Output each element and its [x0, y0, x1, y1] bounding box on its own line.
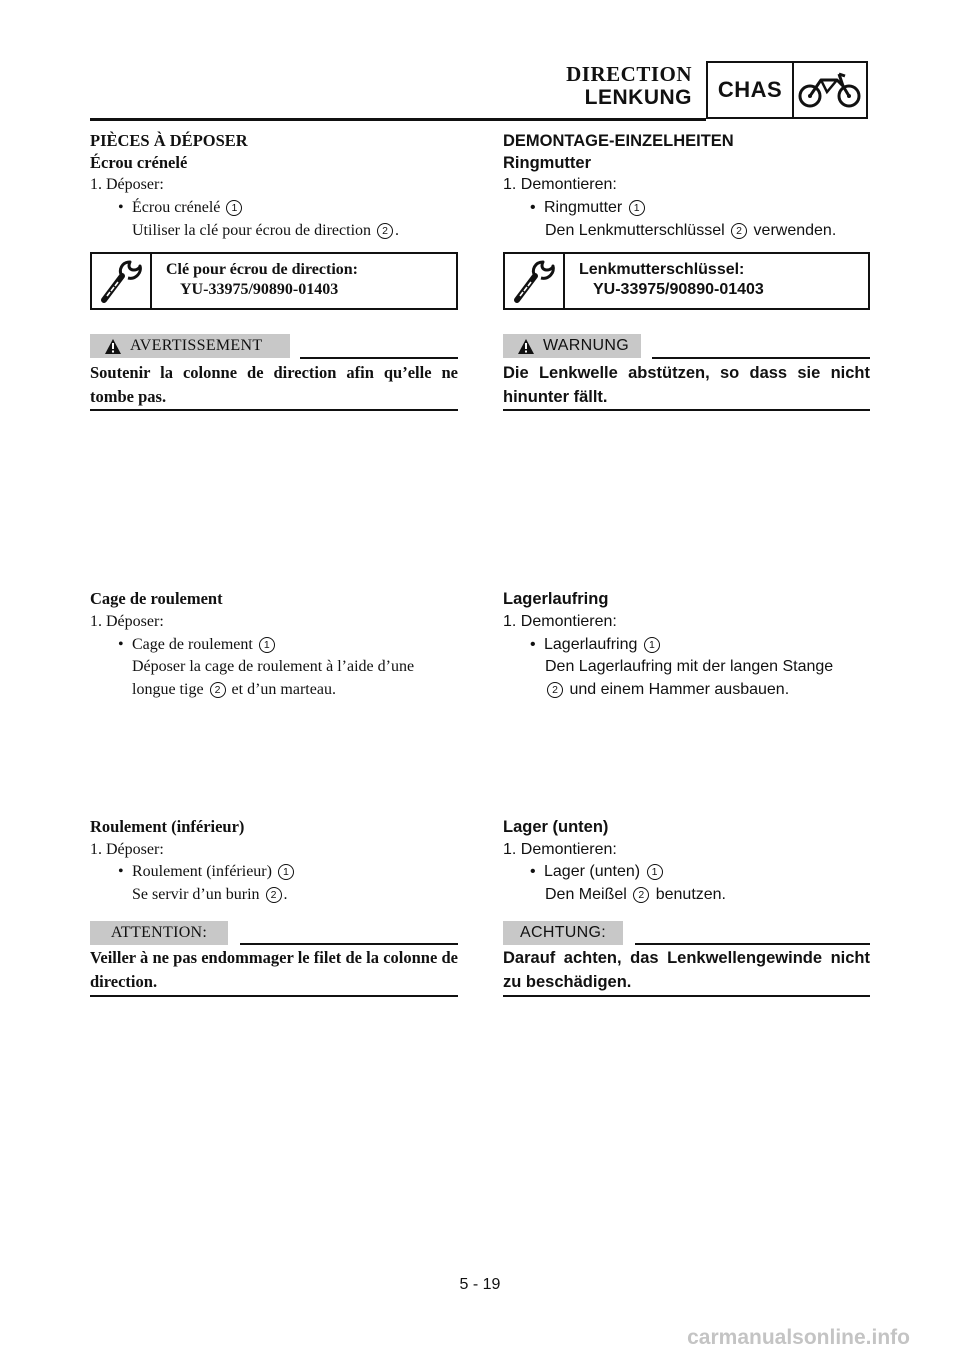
s3-sub-fr: Se servir d’un burin 2 .: [132, 886, 288, 903]
s3-bullet-de: • Lager (unten) 1: [530, 861, 665, 883]
callout-2: 2: [210, 682, 226, 698]
s3-bullet-fr: • Roulement (inférieur) 1: [118, 861, 296, 883]
s2-bullet-de: • Lagerlaufring 1: [530, 634, 662, 656]
section-badge: [706, 61, 868, 119]
s1-bullet-fr: • Écrou crénelé 1: [118, 197, 244, 219]
s3-step-de: 1. Demontieren:: [503, 841, 617, 858]
warning-icon: [517, 338, 535, 355]
s2-bullet-fr: • Cage de roulement 1: [118, 634, 277, 656]
tool-part-fr: YU-33975/90890-01403: [180, 281, 339, 298]
callout-2: 2: [633, 887, 649, 903]
s3-title-de: Lager (unten): [503, 818, 609, 836]
warning-rule-fr: [300, 357, 458, 359]
s2-sub2-fr: longue tige 2 et d’un marteau.: [132, 681, 336, 698]
caution-text-de: Darauf achten, das Lenkwellengewinde nicht zu beschädigen.: [503, 949, 870, 991]
callout-1: 1: [644, 637, 660, 653]
s2-step-de: 1. Demontieren:: [503, 613, 617, 630]
watermark: carmanualsonline.info: [687, 1326, 910, 1349]
warning-icon: [104, 338, 122, 355]
callout-1: 1: [278, 864, 294, 880]
warning-tag-fr: [90, 334, 290, 358]
callout-2: 2: [377, 223, 393, 239]
s1-step-fr: 1. Déposer:: [90, 176, 164, 193]
s2-step-fr: 1. Déposer:: [90, 613, 164, 630]
callout-1: 1: [647, 864, 663, 880]
warning-label-de: WARNUNG: [543, 337, 629, 354]
callout-2: 2: [547, 682, 563, 698]
callout-1: 1: [629, 200, 645, 216]
s3-sub-de: Den Meißel 2 benutzen.: [545, 886, 726, 903]
warning-text-fr: Soutenir la colonne de direction afin qu’elle ne tombe pas.: [90, 363, 458, 406]
tool-box-fr: [90, 252, 458, 310]
s1-sub-de: Den Lenkmutterschlüssel 2 verwenden.: [545, 222, 837, 239]
page-title-de: LENKUNG: [584, 86, 692, 109]
s1-title-de: Ringmutter: [503, 154, 591, 172]
page-number: 5 - 19: [459, 1276, 501, 1293]
s2-title-de: Lagerlaufring: [503, 590, 609, 608]
caution-text-fr: Veiller à ne pas endommager le filet de la colonne de direction.: [90, 948, 458, 991]
callout-2: 2: [731, 223, 747, 239]
warning-tag-de: [503, 334, 641, 358]
heading-fr: PIÈCES À DÉPOSER: [90, 131, 248, 150]
warning-end-rule-fr: [90, 409, 458, 411]
warning-rule-de: [652, 357, 870, 359]
callout-2: 2: [266, 887, 282, 903]
tool-box-de: [503, 252, 870, 310]
tool-part-de: YU-33975/90890-01403: [593, 281, 764, 298]
caution-end-rule-de: [503, 995, 870, 997]
s1-step-de: 1. Demontieren:: [503, 176, 617, 193]
warning-end-rule-de: [503, 409, 870, 411]
s2-sub2-de: 2 und einem Hammer ausbauen.: [545, 679, 789, 701]
s1-title-fr: Écrou crénelé: [90, 153, 188, 172]
s1-sub-fr: Utiliser la clé pour écrou de direction 2 .: [132, 222, 400, 239]
warning-label-fr: AVERTISSEMENT: [130, 337, 263, 354]
wrench-icon: [92, 254, 152, 308]
motorcycle-icon: [794, 63, 866, 117]
callout-1: 1: [259, 637, 275, 653]
s2-sub1-fr: Déposer la cage de roulement à l’aide d’une: [132, 658, 415, 675]
tool-name-fr: Clé pour écrou de direction:: [166, 261, 358, 278]
caution-tag-fr: ATTENTION:: [90, 921, 228, 945]
s3-step-fr: 1. Déposer:: [90, 841, 164, 858]
page-title-fr: DIRECTION: [566, 62, 692, 86]
s2-sub1-de: Den Lagerlaufring mit der langen Stange: [545, 658, 834, 675]
warning-text-de: Die Lenkwelle abstützen, so dass sie nicht hinunter fällt.: [503, 364, 870, 406]
caution-rule-de: [635, 943, 870, 945]
s3-title-fr: Roulement (inférieur): [90, 817, 245, 836]
heading-de: DEMONTAGE-EINZELHEITEN: [503, 132, 734, 150]
section-code: CHAS: [708, 63, 794, 117]
caution-tag-de: ACHTUNG:: [503, 921, 623, 945]
wrench-icon: [505, 254, 565, 308]
s1-bullet-de: • Ringmutter 1: [530, 197, 647, 219]
callout-1: 1: [226, 200, 242, 216]
caution-rule-fr: [240, 943, 458, 945]
caution-end-rule-fr: [90, 995, 458, 997]
header-rule: [90, 118, 706, 121]
s2-title-fr: Cage de roulement: [90, 589, 223, 608]
tool-name-de: Lenkmutterschlüssel:: [579, 261, 745, 278]
